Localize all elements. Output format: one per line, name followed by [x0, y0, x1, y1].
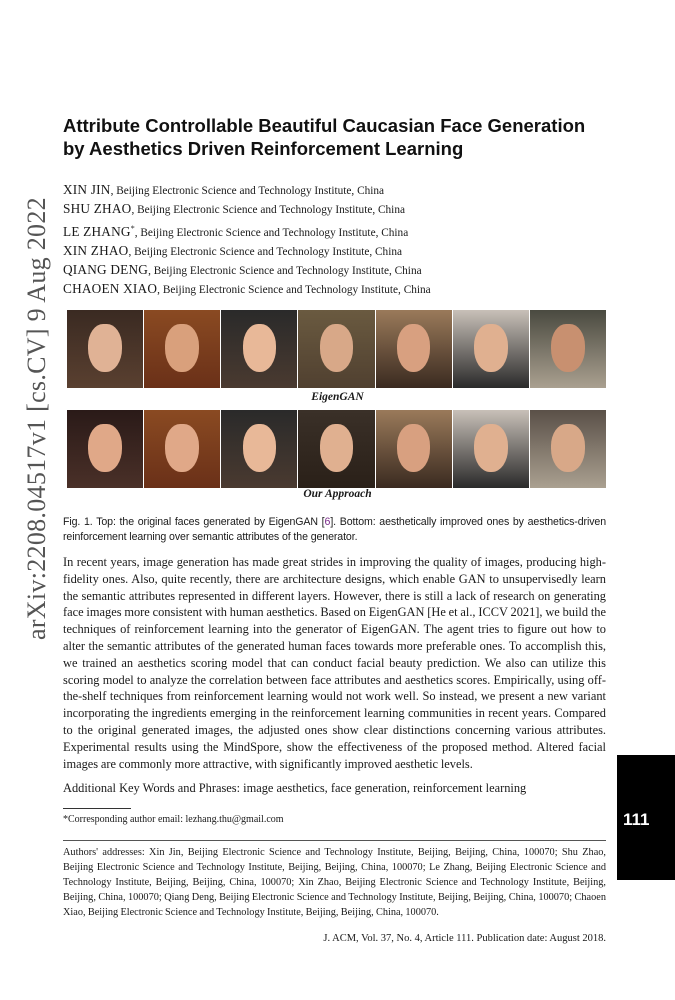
- author-name: XIN ZHAO: [63, 242, 129, 258]
- author-addresses: Authors' addresses: Xin Jin, Beijing Electronic Science and Technology Institute, Beijing, Beijing, China, 100070; Shu Zhao, Beijing Electronic Science and Technology Institute, Beijing, Beijing, China, 100070; Le Zhang, Beijing Electronic Science and Technology Institute, Beijing, Beijing, China, 100070; Xin Zhao, Beijing Electronic Science and Technology Institute, Beijing, Beijing, China, 100070; Qiang Deng, Beijing Electronic Science and Technology Institute, Beijing, Beijing, China, 100070; Chaoen Xiao, Beijing Electronic Science and Technology Institute, Beijing, Beijing, China, 100070.: [63, 847, 606, 919]
- author-name: XIN JIN: [63, 182, 111, 197]
- author-affiliation: , Beijing Electronic Science and Technology Institute, China: [157, 284, 431, 297]
- figure-row-label: EigenGAN: [311, 391, 364, 403]
- face-image: [221, 410, 297, 488]
- author-name: QIANG DENG: [63, 261, 149, 277]
- author-affiliation: , Beijing Electronic Science and Technology Institute, China: [134, 226, 409, 239]
- author-name: SHU ZHAO: [63, 201, 132, 217]
- abstract: In recent years, image generation has made great strides in improving the quality of images, producing high-fidelity ones. Also, quite recently, there are architecture designs, which enable GAN to unsupervisedly learn the semantic attributes represented in different layers. However, there is still a lack of research on generating face images more consistent with human aesthetics. Based on EigenGAN [He et al., ICCV 2021], we build the techniques of reinforcement learning into the generator of EigenGAN. The agent tries to figure out how to alter the semantic attributes of the generated human faces towards more preferable ones. To accomplish this, we trained an aesthetics scoring model that can conduct facial beauty prediction. We also can utilize this scoring model to analyze the correlation between face attributes and aesthetics scores. Empirically, using off-the-shelf techniques from reinforcement learning would not work well. So instead, we present a new variant incorporating the ingredients emerging in the reinforcement learning communities in recent years. Compared to the original generated images, the adjusted ones show clear distinctions concerning various attributes. Experimental results using the MindSpore, show the effectiveness of the proposed method. Altered facial images are commonly more attractive, with significantly improved aesthetic levels.: [63, 555, 606, 771]
- face-image: [144, 310, 220, 388]
- face-image: [144, 410, 220, 488]
- caption-text: ]. Bottom: aesthetically improved ones by aesthetics-driven reinforcement learning over semantic attributes of the generator.: [63, 516, 606, 543]
- footnote: *Corresponding author email: lezhang.thu@gmail.com: [63, 814, 284, 826]
- face-image: [376, 310, 452, 388]
- journal-footer: J. ACM, Vol. 37, No. 4, Article 111. Publication date: August 2018.: [323, 933, 606, 945]
- author-name: LE ZHANG: [63, 223, 131, 239]
- citation-link[interactable]: 6: [324, 516, 331, 528]
- divider: [63, 840, 606, 841]
- author-affiliation: , Beijing Electronic Science and Technology Institute, China: [128, 245, 403, 258]
- face-row-our-approach: [67, 410, 606, 488]
- body-flow: [63, 515, 606, 945]
- author: [63, 181, 431, 200]
- paper-title: [63, 114, 623, 160]
- figure-row-label: Our Approach: [303, 488, 372, 500]
- face-image: [530, 310, 606, 388]
- face-image: [221, 310, 297, 388]
- author: [63, 280, 431, 299]
- footnote-divider: [63, 808, 131, 809]
- face-image: [67, 410, 143, 488]
- face-row-eigengan: [67, 310, 606, 388]
- face-image: [453, 410, 529, 488]
- face-image: [298, 310, 374, 388]
- face-image: [530, 410, 606, 488]
- author: [63, 242, 431, 261]
- page-number: 111: [623, 810, 650, 829]
- face-image: [453, 310, 529, 388]
- arxiv-identifier: arXiv:2208.04517v1 [cs.CV] 9 Aug 2022: [22, 197, 51, 640]
- author: [63, 220, 431, 242]
- caption-text: Fig. 1. Top: the original faces generated by EigenGAN [: [63, 516, 325, 528]
- author: [63, 261, 431, 280]
- face-image: [67, 310, 143, 388]
- author-affiliation: , Beijing Electronic Science and Technology Institute, China: [148, 264, 422, 277]
- face-image: [376, 410, 452, 488]
- author-list: [63, 181, 431, 300]
- title-line: Attribute Controllable Beautiful Caucasian Face Generation: [63, 115, 586, 136]
- page-tab: [617, 755, 675, 880]
- title-line: by Aesthetics Driven Reinforcement Learning: [63, 138, 464, 159]
- footnote-mark: *: [130, 223, 135, 233]
- figure-caption: [63, 515, 606, 545]
- author-affiliation: , Beijing Electronic Science and Technology Institute, China: [131, 204, 405, 217]
- author: [63, 200, 431, 219]
- keywords: Additional Key Words and Phrases: image aesthetics, face generation, reinforcement learning: [63, 781, 527, 796]
- author-affiliation: , Beijing Electronic Science and Technology Institute, China: [110, 185, 385, 197]
- face-image: [298, 410, 374, 488]
- author-name: CHAOEN XIAO: [63, 281, 158, 297]
